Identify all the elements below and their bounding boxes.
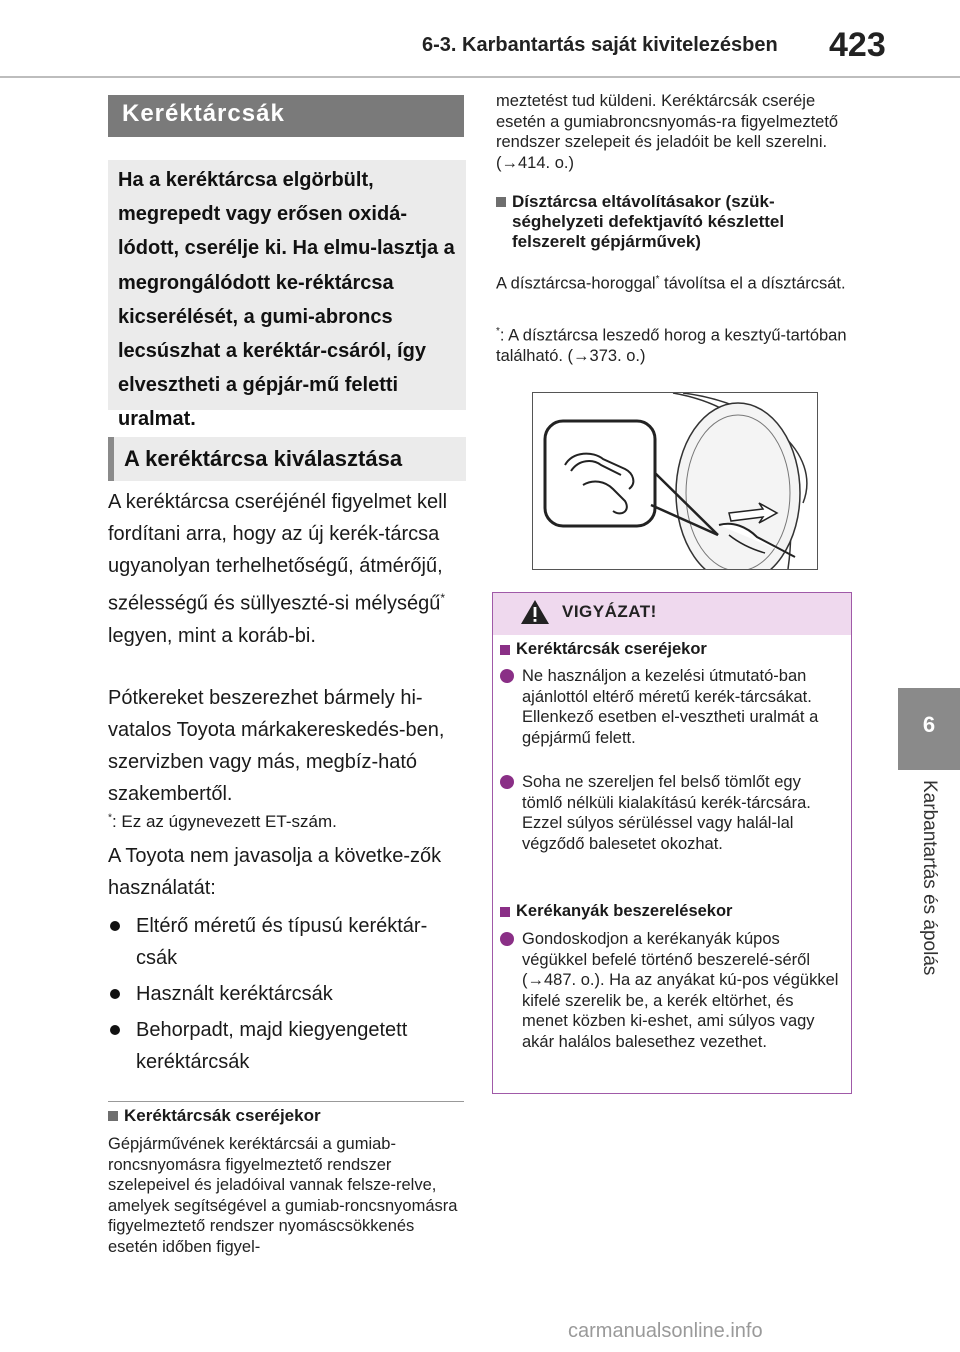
chapter-title-vertical: [898, 780, 960, 1020]
caution-item-text: Soha ne szereljen fel belső tömlőt egy tömlő nélküli kialakítású kerék-tárcsára. Ezzel súlyos sérüléssel vagy halál-lal végződő balesetet okozhat.: [522, 773, 811, 853]
caution-heading-nuts: [500, 902, 732, 921]
warning-triangle-icon: [520, 598, 550, 626]
paragraph-not-recommended: A Toyota nem javasolja a követke-zők használatát:: [108, 845, 442, 899]
heading-text: Dísztárcsa eltávolításakor (szük-séghelyzeti defektjavító készlettel felszerelt gépjárművek): [512, 192, 785, 251]
subsection-title: A keréktárcsa kiválasztása: [124, 446, 403, 471]
list-item-text: Használt keréktárcsák: [136, 983, 333, 1005]
heading-hubcap-removal: [496, 192, 850, 252]
paragraph-tpms: Gépjárművének keréktárcsái a gumiab-roncsnyomásra figyelmeztető rendszer szelepeivel és jeladóival vannak felsze-relve, amelyek segítségével a gumiab-roncsnyomásra figyelmeztető rendszer nyomáscsökkenés esetén időben figyel-: [108, 1135, 458, 1256]
footnote-text: : Ez az úgynevezett ET-szám.: [111, 812, 337, 831]
footnote-marker: *: [655, 274, 660, 285]
paragraph-hubcap: [496, 270, 850, 294]
caution-title: VIGYÁZAT!: [562, 602, 657, 621]
header-divider: [0, 76, 960, 78]
warning-text: Ha a keréktárcsa elgörbült, megrepedt vagy erősen oxidá-lódott, cserélje ki. Ha elmu-lasztja a megrongálódott ke-réktárcsa kicserélését, a gumi-abroncs lecsúszhat a keréktár-csáról, így elvesztheti a gépjár-mű feletti uralmat.: [118, 169, 455, 431]
page-number: 423: [829, 26, 886, 64]
bullet-icon: [110, 1025, 120, 1035]
list-item-text: Eltérő méretű és típusú keréktár-csák: [136, 915, 428, 969]
hubcap-removal-illustration: [532, 392, 818, 570]
caution-item-text: Gondoskodjon a kerékanyák kúpos végükkel befelé történő beszerelé-séről (→487. o.). Ha az anyákat kú-pos végükkel kifelé szerelik be, a kerék eltörhet, és menet közben ki-eshet, ami súlyos vagy akár halálos balesethez vezethet.: [522, 930, 839, 1051]
square-bullet-icon: [500, 907, 510, 917]
bullet-icon: [110, 989, 120, 999]
footnote-et: [108, 812, 337, 832]
caution-item: [500, 772, 840, 854]
wheel-hook-drawing: [533, 393, 817, 569]
paragraph-text: A keréktárcsa cseréjénél figyelmet kell fordítani arra, hogy az új kerék-tárcsa ugyanolyan terhelhetőségű, átmérőjű, szélességű és süllyeszté-si mélységű: [108, 491, 448, 615]
footnote-marker: *: [496, 326, 500, 337]
heading-text: Keréktárcsák cseréjekor: [124, 1106, 321, 1125]
caution-heading-wheels: [500, 640, 707, 659]
heading-text: Kerékanyák beszerelésekor: [516, 902, 733, 920]
list-item: [108, 910, 468, 974]
paragraph-text-end: távolítsa el a dísztárcsát.: [659, 274, 846, 293]
bullet-icon: [500, 932, 514, 946]
footnote-text: : A dísztárcsa leszedő horog a kesztyű-tartóban található. (→373. o.): [496, 326, 847, 365]
footnote-hook: [496, 322, 850, 367]
list-item-text: Behorpadt, majd kiegyengetett keréktárcsák: [136, 1019, 408, 1073]
paragraph-spare-wheel: Pótkereket beszerezhet bármely hi-vatalos Toyota márkakereskedés-ben, szervizben vagy más, megbíz-ható szakembertől.: [108, 687, 445, 805]
square-bullet-icon: [108, 1111, 118, 1121]
heading-wheel-replacement: [108, 1106, 321, 1126]
footnote-marker: *: [440, 591, 446, 605]
section-title: Keréktárcsák: [122, 100, 285, 127]
square-bullet-icon: [496, 197, 506, 207]
chapter-title: Karbantartás és ápolás: [919, 780, 940, 976]
paragraph-tpms-continued: meztetést tud küldeni. Keréktárcsák cseréje esetén a gumiabroncsnyomás-ra figyelmeztető rendszer szelepeit és jeladóit be kell szerelni. (→414. o.): [496, 92, 839, 172]
bullet-icon: [500, 669, 514, 683]
paragraph-wheel-selection: [108, 486, 468, 652]
caution-item: [500, 666, 840, 748]
footnote-marker: *: [108, 812, 112, 824]
paragraph-text-end: legyen, mint a koráb-bi.: [108, 624, 316, 647]
watermark: carmanualsonline.info: [568, 1320, 763, 1342]
bullet-icon: [110, 921, 120, 931]
caution-item-text: Ne használjon a kezelési útmutató-ban ajánlottól eltérő méretű kerék-tárcsákat. Ellenkező esetben el-vesztheti uralmát a gépjármű felett.: [522, 667, 819, 747]
bullet-icon: [500, 775, 514, 789]
divider: [108, 1101, 464, 1102]
list-item: [108, 978, 468, 1010]
heading-text: Keréktárcsák cseréjekor: [516, 640, 707, 658]
paragraph-text: A dísztárcsa-horoggal: [496, 274, 656, 293]
list-item: [108, 1014, 468, 1078]
chapter-number: 6: [922, 712, 936, 737]
square-bullet-icon: [500, 645, 510, 655]
caution-item: [500, 929, 840, 1052]
header-section-title: 6-3. Karbantartás saját kivitelezésben: [422, 34, 778, 56]
